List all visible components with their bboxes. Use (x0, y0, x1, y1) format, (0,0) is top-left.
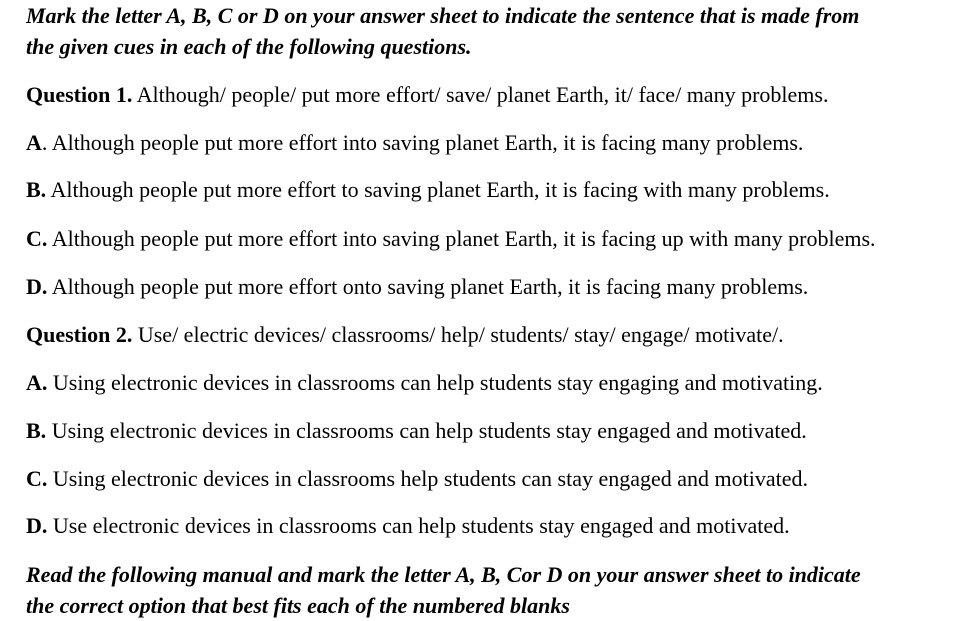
option-letter: A. (26, 370, 48, 395)
question-2 (26, 321, 784, 349)
question-2-option-c[interactable] (26, 465, 808, 493)
question-1-option-a[interactable] (26, 129, 803, 157)
question-2-option-d[interactable] (26, 512, 790, 540)
reading-instruction-line-2: the correct option that best fits each of the numbered blanks (26, 593, 570, 618)
instruction-line-1: Mark the letter A, B, C or D on your answer sheet to indicate the sentence that is made from (26, 3, 860, 28)
option-letter: B. (26, 418, 47, 443)
option-letter: D. (26, 274, 48, 299)
option-letter: C. (26, 226, 48, 251)
option-text: Using electronic devices in classrooms can help students stay engaged and motivated. (51, 418, 807, 443)
option-text: Using electronic devices in classrooms help students can stay engaged and motivated. (52, 466, 809, 491)
option-letter: D. (26, 513, 48, 538)
option-text: Although people put more effort into saving planet Earth, it is facing many problems. (51, 130, 804, 155)
option-text: Use electronic devices in classrooms can help students stay engaged and motivated. (52, 513, 790, 538)
option-text: Using electronic devices in classrooms can help students stay engaging and motivating. (52, 370, 823, 395)
question-1-option-c[interactable] (26, 225, 876, 253)
question-1-option-b[interactable] (26, 176, 830, 204)
question-1-prompt: Although/ people/ put more effort/ save/ planet Earth, it/ face/ many problems. (136, 82, 829, 107)
question-2-label: Question 2. (26, 322, 133, 347)
question-1 (26, 81, 828, 109)
option-letter: C. (26, 466, 48, 491)
question-1-label: Question 1. (26, 82, 133, 107)
option-text: Although people put more effort onto saving planet Earth, it is facing many problems. (51, 274, 809, 299)
reading-instruction-line-1: Read the following manual and mark the letter A, B, Cor D on your answer sheet to indicate (26, 562, 861, 587)
question-2-prompt: Use/ electric devices/ classrooms/ help/ students/ stay/ engage/ motivate/. (137, 322, 784, 347)
option-letter: A (26, 130, 42, 155)
option-text: Although people put more effort into saving planet Earth, it is facing up with many problems. (51, 226, 876, 251)
question-1-option-d[interactable] (26, 273, 808, 301)
instruction-line-2: the given cues in each of the following questions. (26, 34, 472, 59)
option-text: Although people put more effort to saving planet Earth, it is facing with many problems. (50, 177, 830, 202)
option-separator: . (41, 130, 48, 155)
question-2-option-a[interactable] (26, 369, 823, 397)
question-2-option-b[interactable] (26, 417, 807, 445)
option-letter: B. (26, 177, 47, 202)
